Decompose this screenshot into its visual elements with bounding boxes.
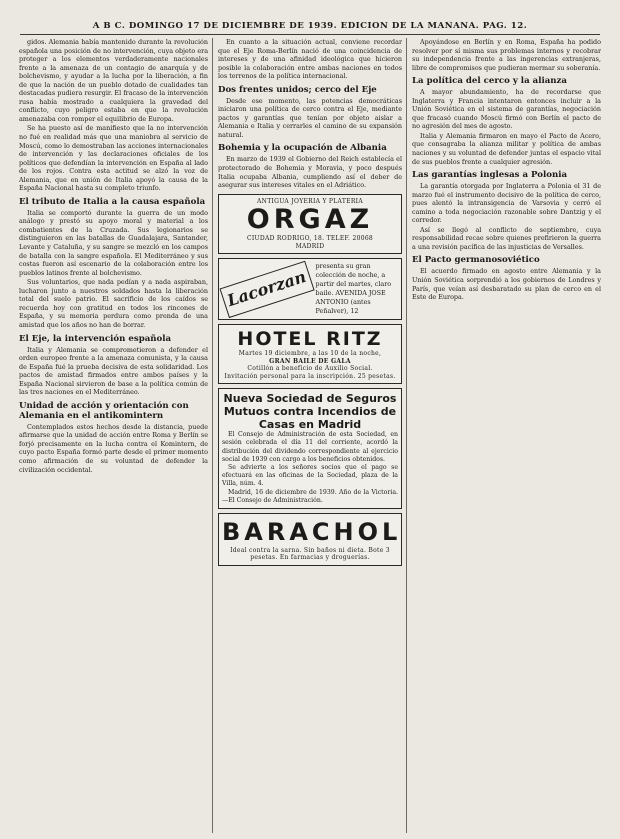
- section-heading: Dos frentes unidos; cerco del Eje: [218, 84, 377, 95]
- article-paragraph: Desde ese momento, las potencias democráticas iniciaron una política de cerco contra el Eje, mediante pactos y garantías que tenían por objeto aislar a Alemania e Italia y cerrarles el camino de su expansión natural.: [218, 96, 402, 139]
- advertisement-orgaz: [218, 194, 402, 255]
- article-paragraph: Sus voluntarios, que nada pedían y a nada aspiraban, lucharon junto a nuestros soldados hasta la liberación total del suelo patrio. El sacrificio de los caídos se recuerda hoy con gratitud en todos los rincones de España, y su memoria perdura como prenda de una amistad que los años no han de borrar.: [19, 278, 208, 329]
- article-paragraph: A mayor abundamiento, ha de recordarse que Inglaterra y Francia intentaron entonces incluir a la Unión Soviética en el sistema de garantías, negociación que fracasó cuando Moscú firmó con Berlín el pacto de no agresión del mes de agosto.: [412, 88, 601, 131]
- article-paragraph: La garantía otorgada por Inglaterra a Polonia el 31 de marzo fué el instrumento decisivo de la política de cerco, pues alentó la intransigencia de Varsovia y cerró el camino a toda negociación razonable sobre Dantzig y el corredor.: [412, 182, 601, 225]
- section-heading: El tributo de Italia a la causa española: [19, 196, 206, 207]
- ad-line: MADRID: [295, 242, 325, 250]
- article-paragraph: En marzo de 1939 el Gobierno del Reich establecía el protectorado de Bohemia y Moravia, y poco después Italia ocupaba Albania, cumpliendo así el deber de asegurar sus intereses vitales en el Adriático.: [218, 155, 402, 190]
- section-heading: Bohemia y la ocupación de Albania: [218, 143, 387, 154]
- ad-line: CIUDAD RODRIGO, 18. TELEF. 20068: [246, 235, 374, 243]
- ad-line: ANTIGUA JOYERIA Y PLATERIA: [257, 197, 363, 205]
- page-header: A B C. DOMINGO 17 DE DICIEMBRE DE 1939. EDICION DE LA MAÑANA. PAG. 12.: [92, 21, 528, 31]
- notice-paragraph: El Consejo de Administración de esta Sociedad, en sesión celebrada el día 11 del corriente, acordó la distribución del dividendo correspondiente al ejercicio social de 1939 con cargo a los beneficios obtenidos.: [222, 431, 398, 463]
- ad-text: Ideal contra la sarna. Sin baños ni dieta. Bote 3 pesetas. En farmacias y droguerías.: [230, 546, 390, 562]
- article-paragraph: gidos. Alemania había mantenido durante la revolución española una posición de no intervención, cuya objeto era proteger a los elementos verdaderamente nacionales frente a la amenaza de un contagio de anarquía y de bolchevismo, y ayudar a la lucha por la liberación, a fin de que la nación de un pueblo dotado de cualidades tan destacadas pudiera resurgir. El fracaso de la intervención rusa había mostrado a cualquiera la gravedad del conflicto, cuyo peligro estaba en que la revolución amenazaba con romper el equilibrio de Europa.: [19, 38, 208, 123]
- advertisement-barachol: [218, 513, 402, 566]
- column-2: [218, 38, 402, 833]
- section-heading: Unidad de acción y orientación con Alemania en el antikomintern: [19, 400, 189, 421]
- section-heading: La política del cerco y la alianza: [412, 76, 567, 87]
- insurance-notice: [218, 388, 402, 509]
- article-paragraph: Se ha puesto así de manifiesto que la no intervención no fué en realidad más que una maniobra al servicio de Moscú, como lo demostraban las acciones internacionales de intervención y las declaraciones oficiales de los políticos que defendían la intervención en España al lado de los rojos. Contra esta actitud se alzó la voz de Alemania, que en unión de Italia apoyó la causa de la España Nacional hasta su completo triunfo.: [19, 124, 208, 193]
- article-paragraph: Así se llegó al conflicto de septiembre, cuya responsabilidad recae sobre quienes prefirieron la guerra a una revisión pacífica de las injusticias de Versalles.: [412, 225, 601, 251]
- column-divider: [406, 38, 407, 833]
- article-paragraph: Italia y Alemania se comprometieron a defender el orden europeo frente a la amenaza comunista, y la causa de España fué la prueba decisiva de esta solidaridad. Los pactos de amistad firmados entre ambos países y la España Nacional sirvieron de base a la política común de las tres naciones en el Mediterráneo.: [19, 345, 208, 397]
- notice-paragraph: Madrid, 16 de diciembre de 1939. Año de la Victoria.—El Consejo de Administración.: [222, 488, 398, 504]
- ad-brand-name: BARACHOL: [222, 517, 402, 546]
- article-paragraph: En cuanto a la situación actual, conviene recordar que el Eje Roma-Berlín nació de una coincidencia de intereses y de una afinidad ideológica que hicieron posible la colaboración entre ambas naciones en todos los terrenos de la política internacional.: [218, 38, 402, 81]
- article-paragraph: Italia se comportó durante la guerra de un modo análogo y prestó su apoyo moral y material a los combatientes de la Cruzada. Sus legionarios se distinguieron en las batallas de Guadalajara, Santander, Levante y Cataluña, y su sangre se mezcló en los campos de batalla con la sangre española. El Mediterráneo y sus costas fueron así escenario de la colaboración entre los pueblos latinos frente al bolchevismo.: [19, 208, 208, 277]
- column-divider: [212, 38, 213, 833]
- ad-line: Cotillón a beneficio de Auxilio Social.: [247, 365, 373, 373]
- advertisement-hotel-ritz: [218, 324, 402, 384]
- article-paragraph: Apoyándose en Berlín y en Roma, España ha podido resolver por sí misma sus problemas internos y recobrar su independencia frente a las ingerencias extranjeras, libre de compromisos que pudieran mermar su soberanía.: [412, 38, 601, 72]
- section-heading: Las garantías inglesas a Polonia: [412, 170, 568, 181]
- ad-brand-name: ORGAZ: [246, 204, 374, 236]
- section-heading: El Pacto germanosoviético: [412, 255, 540, 266]
- header-rule: [20, 34, 600, 35]
- ad-text: presenta su gran colección de noche, a partir del martes, claro baile. AVENIDA JOSE ANTONIO (antes Peñalver), 12: [315, 262, 392, 316]
- ad-brand-name: HOTEL RITZ: [237, 328, 383, 351]
- column-3: [412, 38, 601, 833]
- notice-title: Nueva Sociedad de Seguros Mutuos contra Incendios de Casas en Madrid: [223, 392, 397, 432]
- article-paragraph: El acuerdo firmado en agosto entre Alemania y la Unión Soviética sorprendió a los gobiernos de Londres y París, que veían así desbaratado su plan de cerco en el Este de Europa.: [412, 267, 601, 302]
- ad-line: GRAN BAILE DE GALA: [269, 357, 351, 365]
- section-heading: El Eje, la intervención española: [19, 333, 172, 344]
- article-paragraph: Contemplados estos hechos desde la distancia, puede afirmarse que la unidad de acción entre Roma y Berlín se forjó precisamente en la lucha contra el Komintern, de cuyo pacto España formó parte desde el primer momento como afirmación de su voluntad de defender la civilización occidental.: [19, 422, 208, 474]
- notice-paragraph: Se advierte a los señores socios que el pago se efectuará en las oficinas de la Sociedad, plaza de la Villa, núm. 4.: [222, 463, 398, 488]
- advertisement-lacorzan: [218, 258, 402, 320]
- ad-line: Invitación personal para la inscripción. 25 pesetas.: [224, 372, 396, 380]
- lacorzan-logo: Lacorzan: [219, 261, 314, 318]
- column-1: [19, 38, 208, 833]
- ad-line: Martes 19 diciembre, a las 10 de la noche,: [238, 350, 382, 358]
- article-paragraph: Italia y Alemania firmaron en mayo el Pacto de Acero, que consagraba la alianza militar y política de ambas naciones y su voluntad de defender juntas el espacio vital de sus pueblos frente a cualquier agresión.: [412, 131, 601, 166]
